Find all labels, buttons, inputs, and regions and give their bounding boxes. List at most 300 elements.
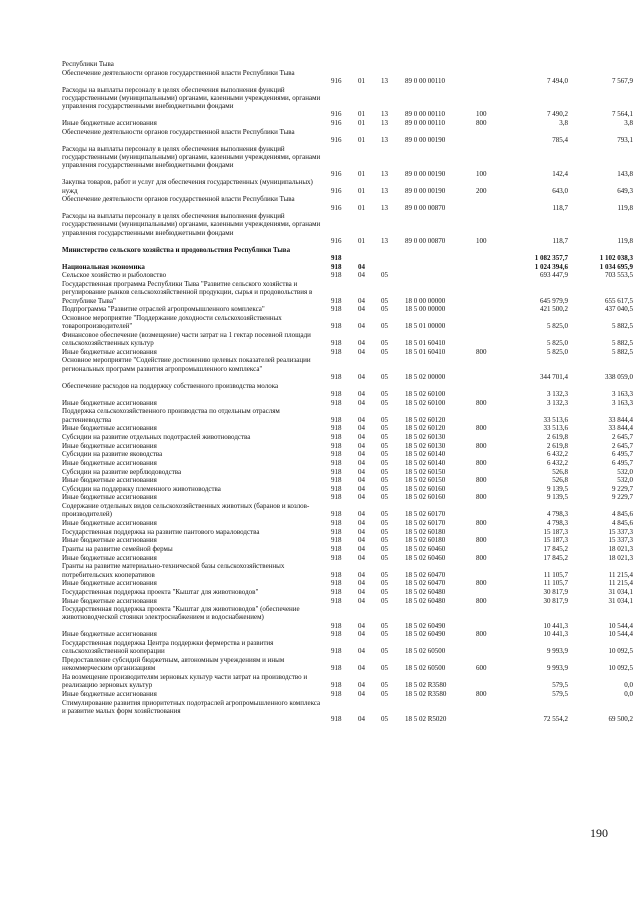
section-code: 04 [358, 476, 365, 485]
section-code: 04 [358, 596, 365, 605]
section-code: 04 [358, 415, 365, 424]
row-name: Расходы на выплаты персоналу в целях обеспечения выполнения функций государственными (муниципальными) органами, казенными учреждениями, органами управления государственными внебюджетными фондами [62, 144, 321, 170]
gov-code: 918 [331, 254, 342, 263]
gov-code: 918 [331, 545, 342, 553]
amount-year-2: 532,0 [617, 467, 633, 476]
amount-year-1: 9 993,9 [547, 664, 568, 673]
amount-year-2: 532,0 [617, 476, 633, 485]
gov-code: 918 [331, 467, 342, 476]
subsection-code: 05 [381, 484, 388, 493]
amount-year-1: 4 798,3 [547, 519, 568, 528]
row-name: Стимулирование развития приоритетных подотраслей агропромышленного комплекса и развитие малых форм хозяйствования [62, 698, 321, 715]
subsection-code: 05 [381, 596, 388, 605]
row-name: Гранты на развитие материально-технической базы сельскохозяйственных потребительских кооперативов [62, 562, 285, 579]
page-number: 190 [590, 826, 608, 840]
target-article: 89 0 00 00190 [405, 169, 446, 178]
amount-year-2: 7 567,9 [612, 76, 633, 85]
amount-year-2: 9 229,7 [612, 484, 633, 493]
row-name: Иные бюджетные ассигнования [62, 689, 157, 698]
subsection-code: 05 [381, 322, 388, 331]
subsection-code: 05 [381, 347, 388, 356]
amount-year-2: 437 040,5 [605, 305, 633, 314]
section-code: 04 [358, 305, 365, 314]
amount-year-2: 4 845,6 [612, 519, 633, 528]
section-code: 04 [358, 630, 365, 639]
target-article: 18 5 02 60500 [405, 664, 446, 673]
amount-year-2: 6 495,7 [612, 450, 633, 459]
amount-year-2: 15 337,3 [608, 527, 633, 536]
gov-code: 918 [331, 527, 342, 536]
amount-year-1: 15 187,3 [543, 536, 568, 545]
subsection-code: 05 [381, 441, 388, 450]
row-name: Основное мероприятие "Поддержание доходности сельскохозяйственных товаропроизводителей" [62, 313, 282, 331]
gov-code: 918 [331, 441, 342, 450]
amount-year-2: 2 645,7 [612, 441, 633, 450]
expense-type: 800 [476, 553, 487, 562]
row-name: Иные бюджетные ассигнования [62, 119, 157, 128]
row-name: Иные бюджетные ассигнования [62, 596, 157, 605]
target-article: 18 5 02 60100 [405, 398, 446, 407]
row-name: Гранты на развитие семейной фермы [62, 545, 173, 553]
section-code: 04 [358, 389, 365, 398]
amount-year-2: 1 102 038,3 [599, 254, 633, 263]
amount-year-1: 1 082 357,7 [534, 254, 568, 263]
target-article: 18 5 02 60160 [405, 484, 446, 493]
subsection-code: 05 [381, 271, 388, 280]
target-article: 18 5 02 60170 [405, 519, 446, 528]
target-article: 18 5 02 60130 [405, 432, 446, 441]
expense-type: 600 [476, 664, 487, 673]
target-article: 18 0 00 00000 [405, 296, 446, 305]
target-article: 18 5 00 00000 [405, 305, 446, 314]
subsection-code: 05 [381, 681, 388, 690]
section-code: 04 [358, 262, 365, 271]
amount-year-2: 5 882,5 [612, 322, 633, 331]
subsection-code: 13 [381, 237, 388, 246]
gov-code: 916 [331, 136, 342, 145]
expense-type: 800 [476, 458, 487, 467]
subsection-code: 05 [381, 450, 388, 459]
subsection-code: 05 [381, 424, 388, 433]
gov-code: 918 [331, 553, 342, 562]
section-code: 04 [358, 510, 365, 519]
row-name: Расходы на выплаты персоналу в целях обеспечения выполнения функций государственными (муниципальными) органами, казенными учреждениями, органами управления государственными внебюджетными фондами [62, 85, 321, 111]
row-name: Иные бюджетные ассигнования [62, 553, 157, 562]
section-code: 04 [358, 441, 365, 450]
section-code: 04 [358, 458, 365, 467]
target-article: 89 0 00 00870 [405, 203, 446, 212]
subsection-code: 05 [381, 493, 388, 502]
amount-year-1: 17 845,2 [543, 545, 568, 553]
subsection-code: 05 [381, 553, 388, 562]
row-name: На возмещение производителям зерновых культур части затрат на производство и реализацию зерновых культур [62, 673, 308, 690]
target-article: 89 0 00 00870 [405, 237, 446, 246]
target-article: 18 5 02 60100 [405, 389, 446, 398]
row-name: Национальная экономика [62, 262, 145, 271]
target-article: 89 0 00 00190 [405, 136, 446, 145]
section-code: 01 [358, 186, 365, 195]
target-article: 18 5 02 60140 [405, 458, 446, 467]
target-article: 18 5 02 60500 [405, 647, 446, 656]
section-code: 04 [358, 587, 365, 596]
target-article: 18 5 02 60480 [405, 596, 446, 605]
amount-year-2: 33 844,4 [608, 415, 633, 424]
target-article: 18 5 02 60170 [405, 510, 446, 519]
gov-code: 918 [331, 347, 342, 356]
amount-year-2: 33 844,4 [608, 424, 633, 433]
amount-year-1: 17 845,2 [543, 553, 568, 562]
target-article: 18 5 02 60470 [405, 579, 446, 588]
target-article: 18 5 02 60460 [405, 553, 446, 562]
section-code: 04 [358, 339, 365, 348]
section-code: 04 [358, 484, 365, 493]
row-name: Сельское хозяйство и рыболовство [62, 271, 167, 280]
subsection-code: 05 [381, 339, 388, 348]
section-code: 01 [358, 237, 365, 246]
target-article: 89 0 00 00110 [405, 76, 445, 85]
section-code: 04 [358, 450, 365, 459]
expense-type: 800 [476, 347, 487, 356]
gov-code: 918 [331, 493, 342, 502]
target-article: 18 5 02 60180 [405, 536, 446, 545]
gov-code: 916 [331, 119, 342, 128]
amount-year-2: 119,8 [617, 237, 633, 246]
subsection-code: 05 [381, 536, 388, 545]
amount-year-2: 1 034 695,9 [599, 262, 633, 271]
subsection-code: 05 [381, 296, 388, 305]
expense-type: 800 [476, 579, 487, 588]
amount-year-1: 6 432,2 [547, 450, 568, 459]
row-name: Иные бюджетные ассигнования [62, 458, 157, 467]
gov-code: 918 [331, 587, 342, 596]
target-article: 18 5 02 60120 [405, 424, 446, 433]
section-code: 04 [358, 519, 365, 528]
expense-type: 800 [476, 119, 487, 128]
subsection-code: 13 [381, 76, 388, 85]
subsection-code: 05 [381, 545, 388, 553]
row-name: Иные бюджетные ассигнования [62, 441, 157, 450]
section-code: 01 [358, 110, 365, 119]
amount-year-2: 10 092,5 [608, 664, 633, 673]
amount-year-2: 31 034,1 [608, 596, 633, 605]
target-article: 18 5 02 00000 [405, 373, 446, 382]
gov-code: 918 [331, 415, 342, 424]
gov-code: 918 [331, 621, 342, 630]
gov-code: 916 [331, 110, 342, 119]
amount-year-1: 3 132,3 [547, 398, 568, 407]
subsection-code: 05 [381, 467, 388, 476]
section-code: 04 [358, 347, 365, 356]
amount-year-1: 5 825,0 [547, 322, 568, 331]
subsection-code: 05 [381, 587, 388, 596]
amount-year-2: 10 544,4 [608, 621, 633, 630]
amount-year-1: 118,7 [552, 237, 568, 246]
amount-year-1: 9 993,9 [547, 647, 568, 656]
expense-type: 800 [476, 441, 487, 450]
section-code: 04 [358, 647, 365, 656]
target-article: 18 5 02 60480 [405, 587, 446, 596]
amount-year-2: 11 215,4 [608, 570, 633, 579]
amount-year-1: 579,5 [552, 681, 568, 690]
target-article: 18 5 02 R3580 [405, 681, 447, 690]
row-name: Обеспечение расходов на поддержку собственного производства молока [62, 381, 279, 390]
amount-year-1: 526,8 [552, 467, 568, 476]
amount-year-1: 9 139,5 [547, 484, 568, 493]
subsection-code: 05 [381, 476, 388, 485]
amount-year-2: 9 229,7 [612, 493, 633, 502]
target-article: 18 5 02 60150 [405, 476, 446, 485]
row-name: Иные бюджетные ассигнования [62, 536, 157, 545]
amount-year-2: 69 500,2 [608, 715, 633, 724]
section-code: 04 [358, 322, 365, 331]
subsection-code: 05 [381, 621, 388, 630]
amount-year-2: 18 021,3 [608, 553, 633, 562]
row-name: Государственная поддержка на развитие пантового мараловодства [62, 527, 260, 536]
subsection-code: 13 [381, 110, 388, 119]
row-name: Иные бюджетные ассигнования [62, 630, 157, 639]
subsection-code: 05 [381, 305, 388, 314]
subsection-code: 05 [381, 689, 388, 698]
gov-code: 918 [331, 424, 342, 433]
target-article: 18 5 02 60460 [405, 545, 446, 553]
gov-code: 918 [331, 519, 342, 528]
subsection-code: 05 [381, 527, 388, 536]
section-code: 04 [358, 689, 365, 698]
amount-year-2: 31 034,1 [608, 587, 633, 596]
target-article: 18 5 01 60410 [405, 347, 446, 356]
row-name: Субсидии на поддержку племенного животноводства [62, 484, 221, 493]
subsection-code: 05 [381, 519, 388, 528]
section-code: 04 [358, 570, 365, 579]
gov-code: 918 [331, 689, 342, 698]
row-name: Подпрограмма "Развитие отраслей агропромышленного комплекса" [62, 305, 265, 314]
target-article: 18 5 02 60150 [405, 467, 446, 476]
row-name: Иные бюджетные ассигнования [62, 476, 157, 485]
amount-year-1: 785,4 [552, 136, 568, 145]
target-article: 18 5 02 60470 [405, 570, 446, 579]
amount-year-2: 119,8 [617, 203, 633, 212]
row-name: Субсидии на развитие яководства [62, 450, 163, 459]
amount-year-1: 526,8 [552, 476, 568, 485]
row-name: Обеспечение деятельности органов государственной власти Республики Тыва [62, 68, 295, 77]
subsection-code: 13 [381, 186, 388, 195]
expense-type: 100 [476, 110, 487, 119]
expense-type: 200 [476, 186, 487, 195]
amount-year-1: 7 494,0 [547, 76, 568, 85]
target-article: 18 5 02 60140 [405, 450, 446, 459]
amount-year-1: 9 139,5 [547, 493, 568, 502]
subsection-code: 05 [381, 510, 388, 519]
amount-year-1: 2 619,8 [547, 441, 568, 450]
section-code: 04 [358, 579, 365, 588]
row-name: Государственная поддержка проекта "Кыштаг для животноводов" [62, 587, 259, 596]
gov-code: 918 [331, 262, 342, 271]
gov-code: 918 [331, 715, 342, 724]
amount-year-1: 33 513,6 [543, 424, 568, 433]
amount-year-2: 3 163,3 [612, 389, 633, 398]
amount-year-1: 33 513,6 [543, 415, 568, 424]
gov-code: 918 [331, 536, 342, 545]
amount-year-1: 11 105,7 [543, 570, 568, 579]
row-name: Иные бюджетные ассигнования [62, 398, 157, 407]
section-code: 04 [358, 715, 365, 724]
gov-code: 916 [331, 76, 342, 85]
row-name: Государственная поддержка Центра поддержки фермерства и развития сельскохозяйственной кооперации [62, 639, 274, 656]
section-code: 01 [358, 136, 365, 145]
amount-year-2: 793,1 [617, 136, 633, 145]
gov-code: 918 [331, 271, 342, 280]
gov-code: 918 [331, 596, 342, 605]
gov-code: 918 [331, 484, 342, 493]
expense-type: 800 [476, 689, 487, 698]
subsection-code: 05 [381, 579, 388, 588]
expense-type: 800 [476, 398, 487, 407]
target-article: 18 5 02 R3580 [405, 689, 447, 698]
subsection-code: 05 [381, 373, 388, 382]
section-code: 04 [358, 373, 365, 382]
amount-year-2: 2 645,7 [612, 432, 633, 441]
amount-year-1: 643,0 [552, 186, 568, 195]
section-code: 04 [358, 621, 365, 630]
expense-type: 800 [476, 596, 487, 605]
row-name: Иные бюджетные ассигнования [62, 424, 157, 433]
target-article: 18 5 01 60410 [405, 339, 446, 348]
amount-year-1: 142,4 [552, 169, 568, 178]
amount-year-1: 30 817,9 [543, 587, 568, 596]
subsection-code: 13 [381, 119, 388, 128]
gov-code: 918 [331, 630, 342, 639]
gov-code: 918 [331, 373, 342, 382]
row-name: Основное мероприятие "Содействие достижению целевых показателей реализации региональных программ развития агропромышленного комплекса" [62, 356, 311, 373]
target-article: 89 0 00 00190 [405, 186, 446, 195]
subsection-code: 05 [381, 647, 388, 656]
row-name: Содержание отдельных видов сельскохозяйственных животных (баранов и козлов-производителей) [62, 502, 310, 519]
target-article: 89 0 00 00110 [405, 119, 445, 128]
expense-type: 800 [476, 519, 487, 528]
amount-year-1: 11 105,7 [543, 579, 568, 588]
gov-code: 918 [331, 681, 342, 690]
section-code: 04 [358, 681, 365, 690]
row-name: Субсидии на развитие верблюдоводства [62, 467, 182, 476]
amount-year-1: 7 490,2 [547, 110, 568, 119]
expense-type: 100 [476, 169, 487, 178]
section-code: 01 [358, 203, 365, 212]
row-name: Расходы на выплаты персоналу в целях обеспечения выполнения функций государственными (муниципальными) органами, казенными учреждениями, органами управления государственными внебюджетными фондами [62, 212, 321, 237]
gov-code: 918 [331, 296, 342, 305]
amount-year-2: 11 215,4 [608, 579, 633, 588]
subsection-code: 05 [381, 458, 388, 467]
amount-year-1: 5 825,0 [547, 347, 568, 356]
expense-type: 800 [476, 493, 487, 502]
gov-code: 916 [331, 169, 342, 178]
row-name: Поддержка сельскохозяйственного производства по отдельным отраслям растениеводства [62, 407, 280, 424]
gov-code: 918 [331, 476, 342, 485]
row-name: Республики Тыва [62, 60, 114, 68]
amount-year-1: 30 817,9 [543, 596, 568, 605]
subsection-code: 13 [381, 136, 388, 145]
gov-code: 916 [331, 186, 342, 195]
expense-type: 800 [476, 630, 487, 639]
gov-code: 918 [331, 450, 342, 459]
target-article: 18 5 01 00000 [405, 322, 446, 331]
section-code: 04 [358, 664, 365, 673]
row-name: Иные бюджетные ассигнования [62, 493, 157, 502]
row-name: Предоставление субсидий бюджетным, автономным учреждениям и иным некоммерческим организациям [62, 656, 285, 673]
row-name: Иные бюджетные ассигнования [62, 347, 157, 356]
amount-year-2: 338 059,0 [605, 373, 633, 382]
gov-code: 918 [331, 432, 342, 441]
subsection-code: 13 [381, 169, 388, 178]
amount-year-1: 4 798,3 [547, 510, 568, 519]
amount-year-2: 5 882,5 [612, 339, 633, 348]
section-code: 04 [358, 467, 365, 476]
amount-year-1: 1 024 394,6 [534, 262, 568, 271]
gov-code: 918 [331, 664, 342, 673]
amount-year-2: 703 553,5 [605, 271, 633, 280]
amount-year-1: 15 187,3 [543, 527, 568, 536]
gov-code: 916 [331, 203, 342, 212]
amount-year-1: 118,7 [552, 203, 568, 212]
amount-year-2: 3 163,3 [612, 398, 633, 407]
row-name: Обеспечение деятельности органов государственной власти Республики Тыва [62, 127, 295, 136]
amount-year-2: 7 564,1 [612, 110, 633, 119]
subsection-code: 05 [381, 415, 388, 424]
amount-year-2: 649,3 [617, 186, 633, 195]
row-name: Министерство сельского хозяйства и продовольствия Республики Тыва [62, 245, 291, 254]
section-code: 01 [358, 119, 365, 128]
expense-type: 800 [476, 476, 487, 485]
row-name: Иные бюджетные ассигнования [62, 519, 157, 528]
section-code: 04 [358, 536, 365, 545]
row-name: Обеспечение деятельности органов государственной власти Республики Тыва [62, 195, 295, 204]
amount-year-1: 344 701,4 [540, 373, 568, 382]
subsection-code: 05 [381, 570, 388, 579]
gov-code: 918 [331, 339, 342, 348]
row-name: Иные бюджетные ассигнования [62, 579, 157, 588]
row-name: Государственная программа Республики Тыва "Развитие сельского хозяйства и регулирование рынков сельскохозяйственной продукции, сырья и продовольствия в Республике Тыва" [62, 280, 313, 305]
amount-year-2: 143,8 [617, 169, 633, 178]
subsection-code: 05 [381, 389, 388, 398]
target-article: 18 5 02 60130 [405, 441, 446, 450]
subsection-code: 05 [381, 715, 388, 724]
subsection-code: 05 [381, 432, 388, 441]
section-code: 04 [358, 432, 365, 441]
amount-year-1: 3,8 [559, 119, 568, 128]
amount-year-2: 0,0 [624, 689, 633, 698]
amount-year-2: 655 617,5 [605, 296, 633, 305]
section-code: 04 [358, 296, 365, 305]
row-name: Субсидии на развитие отдельных подотраслей животноводства [62, 432, 251, 441]
subsection-code: 05 [381, 398, 388, 407]
amount-year-1: 2 619,8 [547, 432, 568, 441]
row-name: Финансовое обеспечение (возмещение) части затрат на 1 гектар посевной площади сельскохозяйственных культур [62, 330, 311, 348]
subsection-code: 05 [381, 664, 388, 673]
target-article: 18 5 02 60490 [405, 621, 446, 630]
gov-code: 918 [331, 570, 342, 579]
target-article: 18 5 02 60490 [405, 630, 446, 639]
amount-year-1: 72 554,2 [543, 715, 568, 724]
gov-code: 918 [331, 389, 342, 398]
amount-year-2: 0,0 [624, 681, 633, 690]
target-article: 18 5 02 60120 [405, 415, 446, 424]
expense-type: 800 [476, 536, 487, 545]
target-article: 18 5 02 60180 [405, 527, 446, 536]
section-code: 04 [358, 553, 365, 562]
amount-year-1: 421 500,2 [540, 305, 568, 314]
amount-year-2: 10 092,5 [608, 647, 633, 656]
section-code: 04 [358, 398, 365, 407]
subsection-code: 05 [381, 630, 388, 639]
